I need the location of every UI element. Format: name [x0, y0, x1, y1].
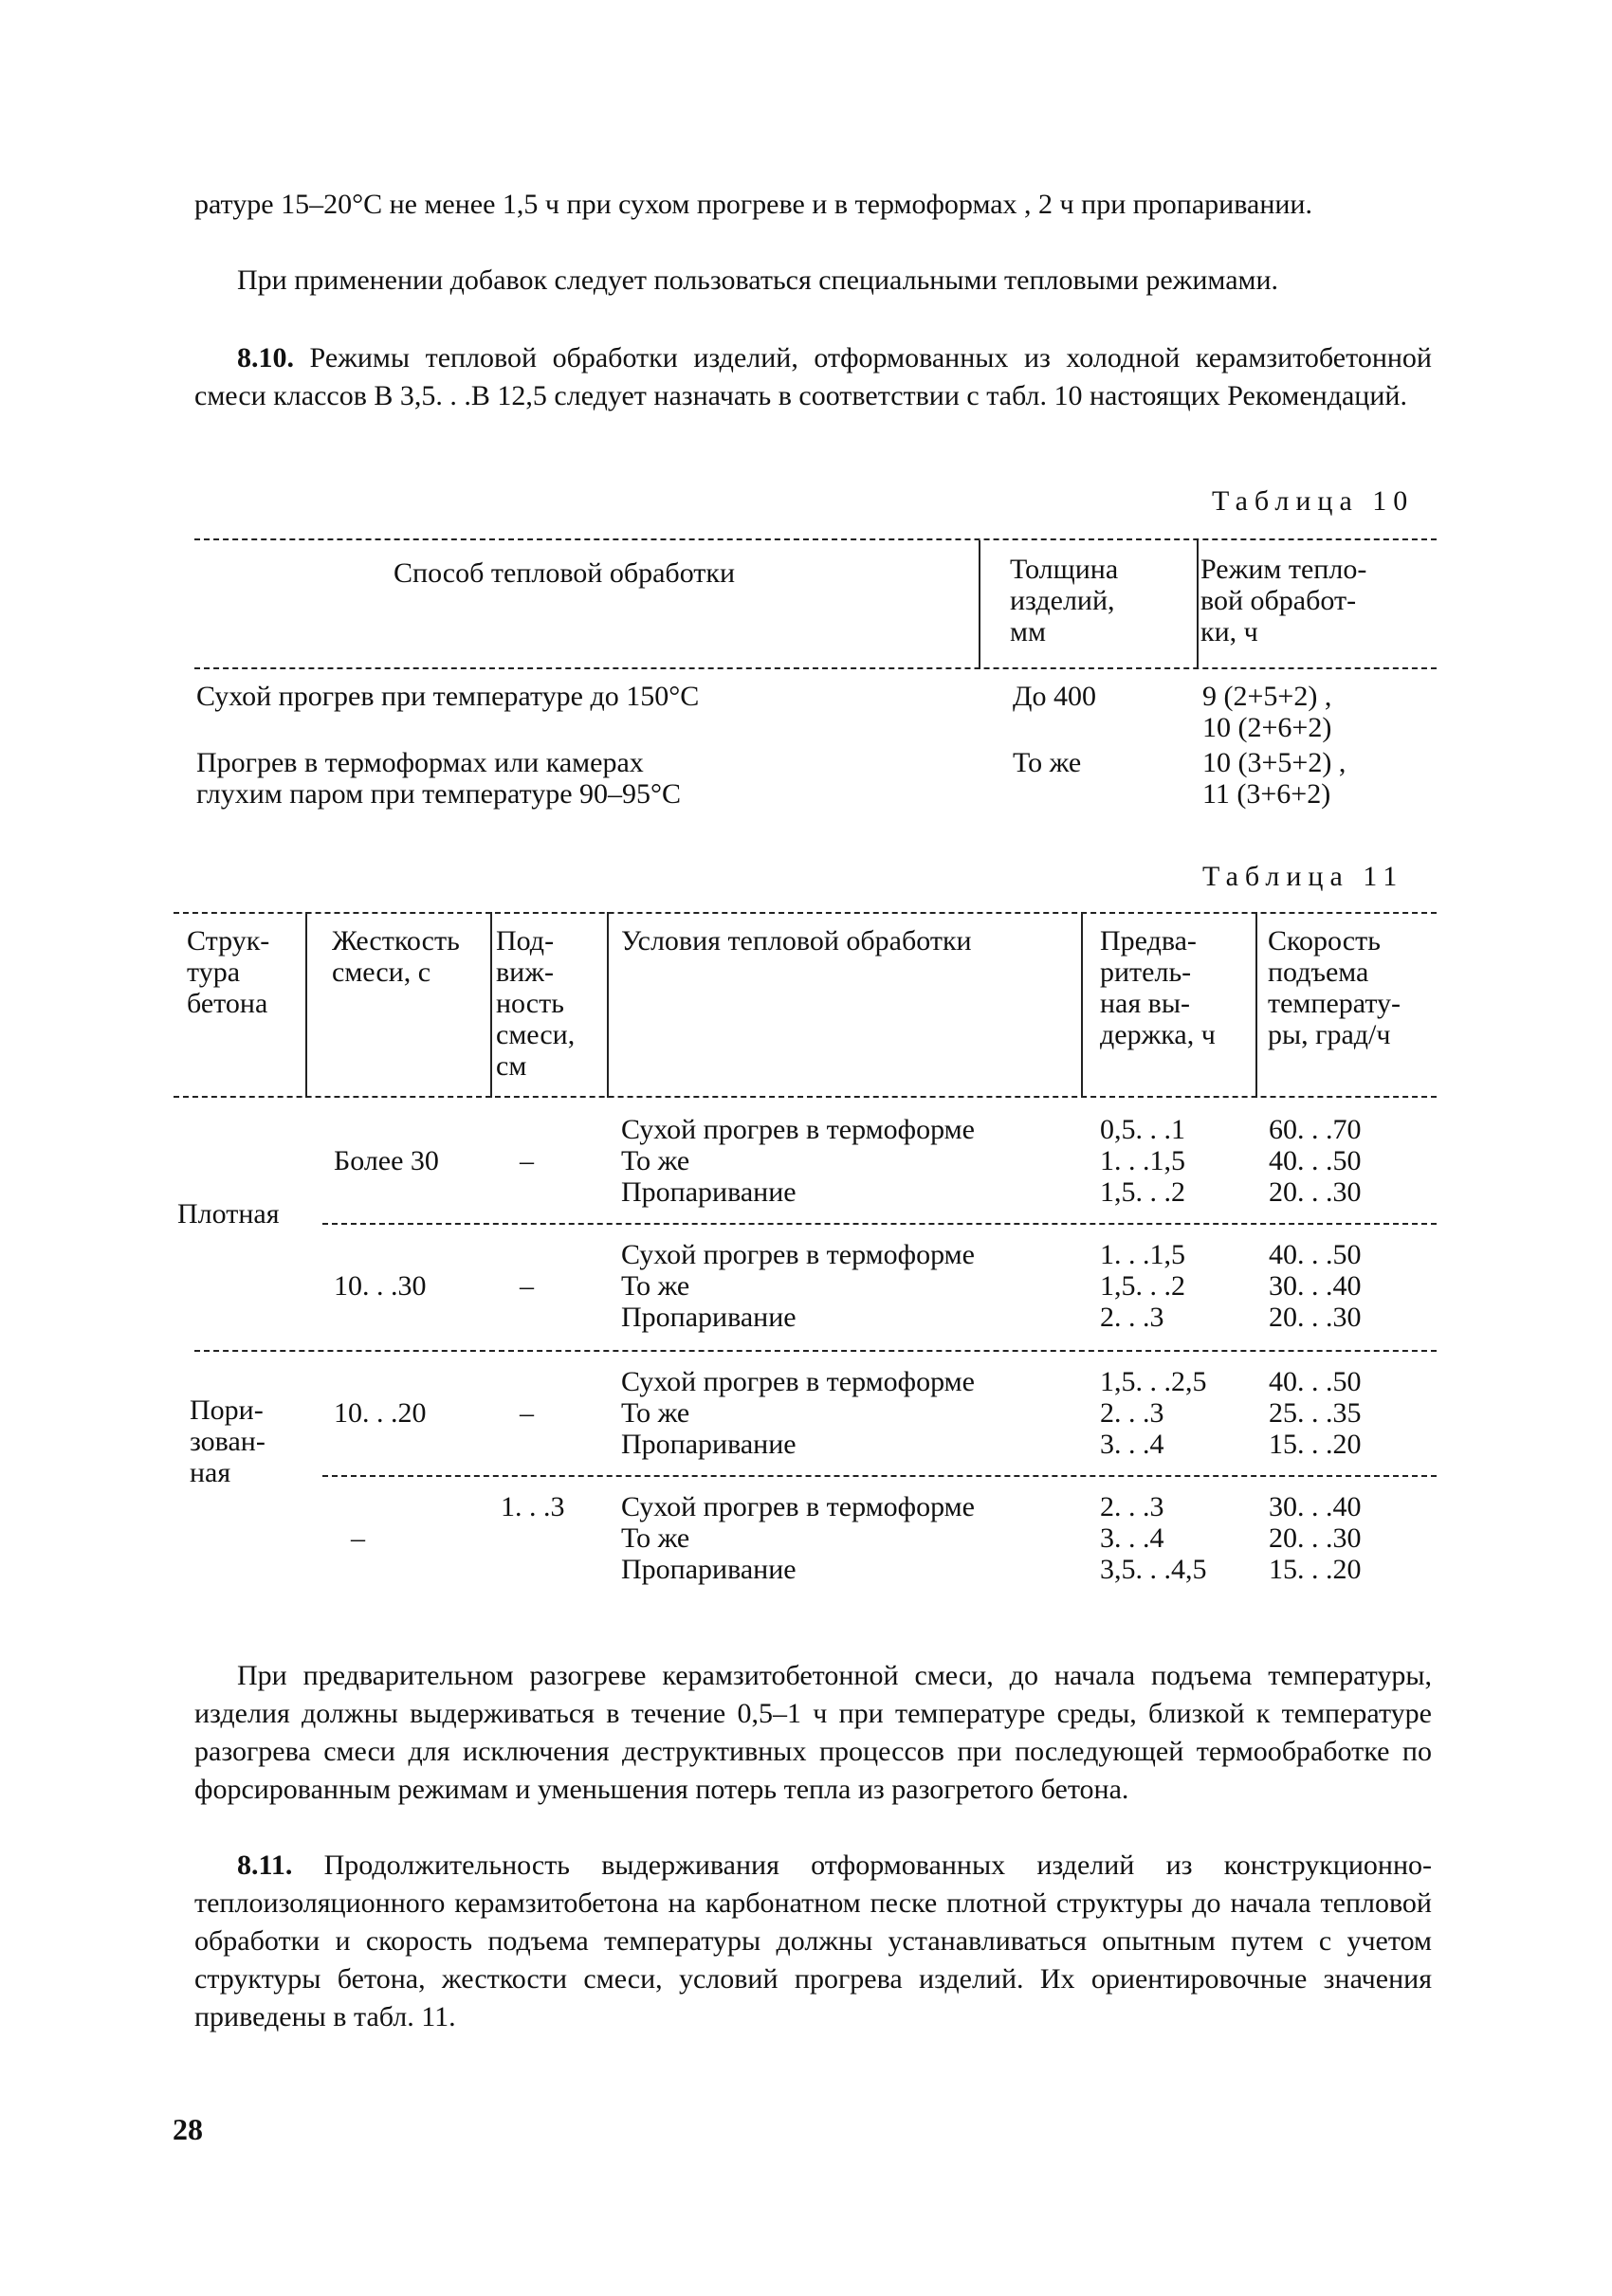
holding-cell: 1,5. . .2	[1100, 1270, 1185, 1302]
rate-cell: 40. . .50	[1269, 1366, 1362, 1397]
clause-8-10	[194, 339, 1432, 415]
mode-cell: 10 (3+5+2) ,	[1202, 747, 1346, 778]
clause-8-11	[194, 1847, 1432, 2036]
header-holding: Предва-	[1100, 925, 1197, 957]
stiffness-cell: Более 30	[334, 1145, 439, 1176]
table-11-divider	[607, 912, 609, 1098]
header-mobility: виж-	[496, 957, 554, 988]
table-rule	[194, 1350, 1437, 1352]
table-10-caption: Таблица 10	[1212, 485, 1415, 517]
mobility-cell: 1. . .3	[501, 1491, 565, 1522]
rate-cell: 20. . .30	[1269, 1522, 1362, 1554]
rate-cell: 15. . .20	[1269, 1429, 1362, 1460]
holding-cell: 3. . .4	[1100, 1429, 1164, 1460]
header-mobility: см	[496, 1050, 527, 1082]
clause-number: 8.11.	[237, 1850, 293, 1881]
header-holding: ритель-	[1100, 957, 1192, 988]
conditions-cell: Пропаривание	[621, 1302, 797, 1333]
mode-cell: 10 (2+6+2)	[1202, 712, 1332, 743]
table-11-caption: Таблица 11	[1202, 861, 1404, 892]
header-holding: ная вы-	[1100, 988, 1190, 1019]
method-cell: Прогрев в термоформах или камерах	[196, 747, 644, 778]
structure-cell: Плотная	[177, 1198, 280, 1230]
rate-cell: 60. . .70	[1269, 1114, 1362, 1145]
header-structure: бетона	[187, 988, 268, 1019]
header-rate: Скорость	[1268, 925, 1381, 957]
holding-cell: 2. . .3	[1100, 1397, 1164, 1429]
header-line: вой обработ-	[1200, 585, 1357, 616]
header-holding: держка, ч	[1100, 1019, 1216, 1050]
header-rate: ры, град/ч	[1268, 1019, 1391, 1050]
header-conditions: Условия тепловой обработки	[621, 925, 972, 957]
clause-text: Продолжительность выдерживания отформованных изделий из конструкционно-теплоизоляционного керамзитобетона на карбонатном песке плотной структуры до начала тепловой обработки и скорость подъема температуры должны устанавливаться опытным путем с учетом структуры бетона, жесткости смеси, условий прогрева изделий. Их ориентировочные значения приведены в табл. 11.	[194, 1850, 1432, 2032]
table-10-divider	[979, 540, 980, 669]
conditions-cell: Пропаривание	[621, 1429, 797, 1460]
table-10-divider	[1197, 540, 1199, 669]
conditions-cell: То же	[621, 1522, 690, 1554]
header-line: изделий,	[1010, 585, 1115, 616]
header-stiffness: смеси, с	[332, 957, 431, 988]
header-stiffness: Жесткость	[332, 925, 460, 957]
method-cell: глухим паром при температуре 90–95°С	[196, 778, 682, 810]
conditions-cell: Пропаривание	[621, 1554, 797, 1585]
holding-cell: 0,5. . .1	[1100, 1114, 1185, 1145]
table-rule	[322, 1223, 1437, 1225]
clause-number: 8.10.	[237, 342, 294, 374]
rate-cell: 25. . .35	[1269, 1397, 1362, 1429]
mobility-cell: –	[520, 1270, 534, 1302]
rate-cell: 20. . .30	[1269, 1176, 1362, 1208]
table-10-header-rule	[194, 667, 1437, 669]
structure-cell: ная	[190, 1456, 231, 1488]
header-mobility: ность	[496, 988, 564, 1019]
header-line: мм	[1010, 616, 1046, 647]
clause-text: Режимы тепловой обработки изделий, отформованных из холодной керамзитобетонной смеси классов В 3,5. . .В 12,5 следует назначать в соответствии с табл. 10 настоящих Рекомендаций.	[194, 342, 1432, 411]
header-structure: Струк-	[187, 925, 270, 957]
stiffness-cell: 10. . .20	[334, 1397, 427, 1429]
mode-cell: 9 (2+5+2) ,	[1202, 681, 1332, 712]
header-mobility: смеси,	[496, 1019, 576, 1050]
structure-cell: зован-	[190, 1425, 266, 1457]
mobility-cell: –	[520, 1145, 534, 1176]
outro-paragraph-1: При предварительном разогреве керамзитобетонной смеси, до начала подъема температуры, изделия должны выдерживаться в течение 0,5–1 ч при температуре среды, близкой к температуре разогрева смеси для исключения деструктивных процессов при последующей термообработке по форсированным режимам и уменьшения потерь тепла из разогретого бетона.	[194, 1660, 1432, 1805]
table-rule	[322, 1475, 1437, 1477]
rate-cell: 15. . .20	[1269, 1554, 1362, 1585]
table-11-divider	[1255, 912, 1257, 1098]
conditions-cell: Сухой прогрев в термоформе	[621, 1366, 975, 1397]
thickness-cell: То же	[1013, 747, 1082, 778]
intro-paragraph-1: ратуре 15–20°С не менее 1,5 ч при сухом прогреве и в термоформах , 2 ч при пропаривании.	[194, 189, 1312, 220]
stiffness-cell: 10. . .30	[334, 1270, 427, 1302]
method-cell: Сухой прогрев при температуре до 150°С	[196, 681, 700, 712]
holding-cell: 2. . .3	[1100, 1302, 1164, 1333]
intro-paragraph-2: При применении добавок следует пользоваться специальными тепловыми режимами.	[237, 264, 1279, 296]
conditions-cell: Сухой прогрев в термоформе	[621, 1491, 975, 1522]
mobility-cell: –	[520, 1397, 534, 1429]
conditions-cell: То же	[621, 1270, 690, 1302]
conditions-cell: Сухой прогрев в термоформе	[621, 1114, 975, 1145]
rate-cell: 40. . .50	[1269, 1145, 1362, 1176]
mode-cell: 11 (3+6+2)	[1202, 778, 1331, 810]
table-11-top-rule	[174, 912, 1437, 914]
table-10-header-method: Способ тепловой обработки	[394, 557, 736, 589]
table-11-divider	[305, 912, 307, 1098]
conditions-cell: Пропаривание	[621, 1176, 797, 1208]
conditions-cell: Сухой прогрев в термоформе	[621, 1239, 975, 1270]
table-11-divider	[490, 912, 492, 1098]
rate-cell: 30. . .40	[1269, 1270, 1362, 1302]
header-structure: тура	[187, 957, 241, 988]
header-line: Режим тепло-	[1200, 554, 1367, 585]
holding-cell: 3,5. . .4,5	[1100, 1554, 1207, 1585]
holding-cell: 1. . .1,5	[1100, 1239, 1185, 1270]
header-mobility: Под-	[496, 925, 555, 957]
holding-cell: 2. . .3	[1100, 1491, 1164, 1522]
holding-cell: 1,5. . .2	[1100, 1176, 1185, 1208]
conditions-cell: То же	[621, 1397, 690, 1429]
rate-cell: 30. . .40	[1269, 1491, 1362, 1522]
page-number: 28	[173, 2112, 203, 2146]
rate-cell: 20. . .30	[1269, 1302, 1362, 1333]
holding-cell: 1. . .1,5	[1100, 1145, 1185, 1176]
rate-cell: 40. . .50	[1269, 1239, 1362, 1270]
conditions-cell: То же	[621, 1145, 690, 1176]
holding-cell: 3. . .4	[1100, 1522, 1164, 1554]
table-11-header-rule	[174, 1096, 1437, 1098]
structure-cell: Пори-	[190, 1394, 264, 1426]
header-rate: подъема	[1268, 957, 1369, 988]
holding-cell: 1,5. . .2,5	[1100, 1366, 1207, 1397]
thickness-cell: До 400	[1013, 681, 1096, 712]
header-line: ки, ч	[1200, 616, 1258, 647]
header-line: Толщина	[1010, 554, 1119, 585]
header-rate: температу-	[1268, 988, 1401, 1019]
table-11-divider	[1081, 912, 1083, 1098]
stiffness-cell: –	[351, 1522, 365, 1554]
table-10-top-rule	[194, 538, 1437, 540]
